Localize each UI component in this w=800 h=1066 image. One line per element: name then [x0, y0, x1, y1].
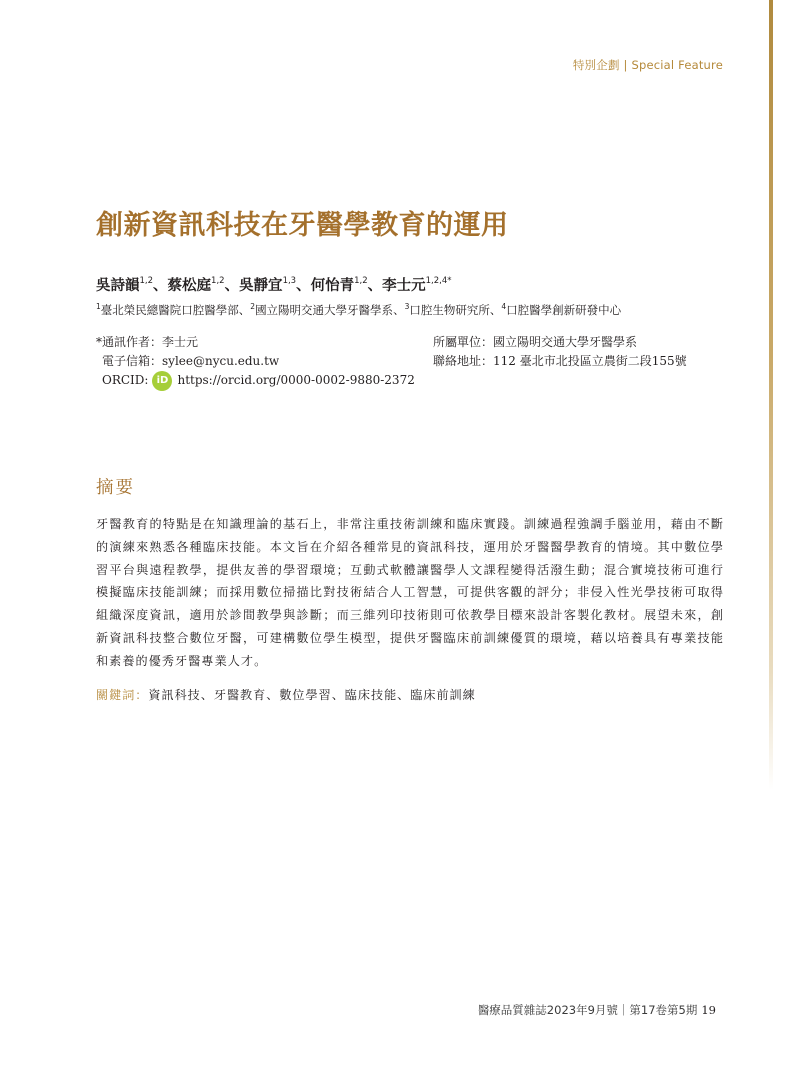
author-name: 吳詩韻	[96, 278, 140, 294]
department-label: 所屬單位：	[433, 335, 494, 349]
keywords-label: 關鍵詞：	[96, 688, 149, 702]
department-info	[433, 333, 687, 371]
author-name: 蔡松庭	[167, 278, 212, 294]
affiliation-text: 口腔醫學創新研發中心	[506, 303, 622, 317]
page-number: 19	[701, 1003, 716, 1017]
author-affil-sup: 1,2	[354, 276, 368, 287]
affiliation-list	[96, 302, 621, 318]
orcid-icon[interactable]: iD	[152, 371, 172, 391]
keywords	[96, 686, 476, 703]
affiliation-separator: 、	[393, 303, 405, 317]
author-list	[96, 274, 452, 295]
affiliation-sup: 2	[250, 302, 256, 312]
author-affil-sup: 1,2	[211, 276, 225, 287]
email-link[interactable]: sylee@nycu.edu.tw	[162, 354, 280, 368]
affiliation-separator: 、	[489, 303, 502, 317]
section-tag: 特別企劃 | Special Feature	[572, 58, 723, 72]
affiliation-text: 臺北榮民總醫院口腔醫學部	[100, 303, 239, 317]
orcid-label: ORCID:	[102, 373, 149, 387]
address-value: 112 臺北市北投區立農街二段155號	[493, 354, 687, 368]
department-value: 國立陽明交通大學牙醫學系	[493, 335, 638, 349]
email-row	[96, 352, 415, 371]
author-name: 吳靜宜	[239, 278, 283, 294]
author-separator: 、	[367, 278, 383, 294]
affiliation-separator: 、	[238, 303, 251, 317]
affiliation-sup: 1	[96, 302, 101, 312]
corresponding-author-name: 李士元	[162, 335, 199, 349]
email-label: 電子信箱：	[102, 354, 163, 368]
corresponding-author-row	[96, 333, 415, 352]
abstract-heading: 摘要	[96, 478, 135, 498]
author-separator: 、	[153, 278, 168, 294]
affiliation-text: 國立陽明交通大學牙醫學系	[255, 303, 394, 317]
author-separator: 、	[224, 278, 240, 294]
author-name: 李士元	[382, 278, 426, 294]
orcid-row	[96, 371, 415, 390]
address-row	[433, 352, 687, 371]
affiliation-text: 口腔生物研究所	[409, 303, 490, 317]
corresponding-author-label: 通訊作者：	[102, 335, 163, 349]
correspondence-info	[96, 333, 415, 390]
page-edge-bar	[769, 0, 773, 790]
keywords-text: 資訊科技、牙醫教育、數位學習、臨床技能、臨床前訓練	[148, 688, 476, 702]
affiliation-sup: 4	[501, 302, 507, 312]
journal-info: 醫療品質雜誌2023年9月號｜第17卷第5期	[477, 1003, 698, 1017]
author-affil-sup: 1,2,4*	[425, 276, 452, 287]
address-label: 聯絡地址：	[433, 354, 494, 368]
orcid-link[interactable]: https://orcid.org/0000-0002-9880-2372	[177, 373, 415, 387]
author-name: 何怡青	[310, 278, 355, 294]
author-separator: 、	[296, 278, 311, 294]
corresponding-marker: *	[96, 335, 102, 349]
author-affil-sup: 1,2	[139, 276, 154, 287]
article-title: 創新資訊科技在牙醫學教育的運用	[96, 210, 509, 241]
abstract-text: 牙醫教育的特點是在知識理論的基石上，非常注重技術訓練和臨床實踐。訓練過程強調手腦並用，藉由不斷的演練來熟悉各種臨床技能。本文旨在介紹各種常見的資訊科技，運用於牙醫醫學教育的情境。其中數位學習平台與遠程教學，提供友善的學習環境；互動式軟體讓醫學人文課程變得活潑生動；混合實境技術可進行模擬臨床技能訓練；而採用數位掃描比對技術結合人工智慧，可提供客觀的評分；非侵入性光學技術可取得組織深度資訊，適用於診間教學與診斷；而三維列印技術則可依教學目標來設計客製化教材。展望未來，創新資訊科技整合數位牙醫，可建構數位學生模型，提供牙醫臨床前訓練優質的環境，藉以培養具有專業技能和素養的優秀牙醫專業人才。	[96, 517, 724, 668]
author-affil-sup: 1,3	[282, 276, 297, 287]
department-row	[433, 333, 687, 352]
page-footer	[478, 1002, 716, 1018]
affiliation-sup: 3	[404, 302, 410, 312]
